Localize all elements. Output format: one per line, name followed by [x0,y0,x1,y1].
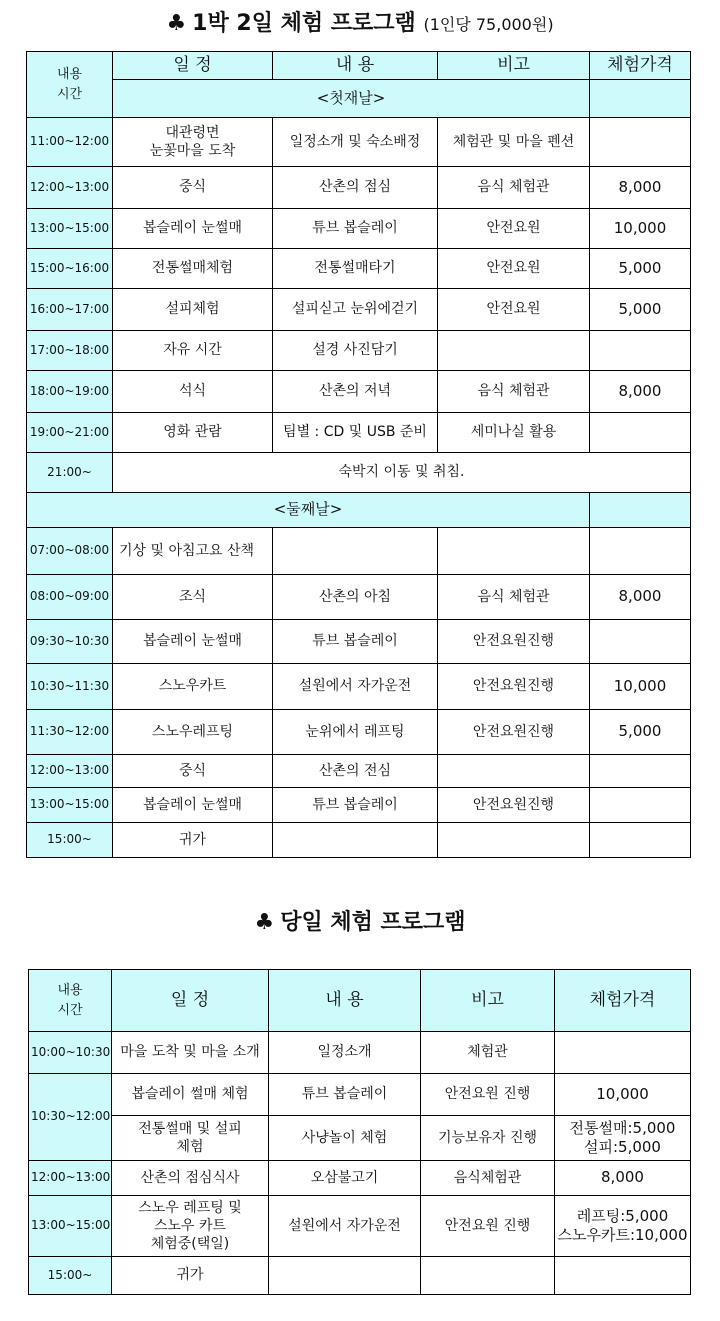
table-row [27,167,691,209]
note-cell: 안전요원 진행 [421,1074,555,1116]
note-cell [438,755,590,788]
price-cell: 5,000 [590,249,691,289]
schedule-cell: 전통썰매 및 설피 체험 [112,1116,269,1161]
table-row [27,209,691,249]
time-cell: 12:00~13:00 [27,167,113,209]
time-cell: 07:00~08:00 [27,528,113,575]
program1-title: 1박 2일 체험 프로그램 [192,11,416,36]
price-cell: 전통썰매:5,000 설피:5,000 [555,1116,691,1161]
time-cell: 15:00~ [27,823,113,858]
price-cell: 5,000 [590,710,691,755]
note-cell: 안전요원 [438,249,590,289]
price-cell [590,620,691,664]
content-cell: 설피싣고 눈위에걷기 [273,289,438,331]
content-cell: 산촌의 전심 [273,755,438,788]
time-cell: 12:00~13:00 [29,1161,112,1196]
schedule-cell: 영화 관람 [113,413,273,453]
time-cell: 16:00~17:00 [27,289,113,331]
note-cell: 음식 체험관 [438,167,590,209]
table-row [27,528,691,575]
table-row [27,413,691,453]
header-note: 비고 [421,970,555,1032]
price-cell [590,331,691,371]
price-cell: 레프팅:5,000 스노우카트:10,000 [555,1196,691,1257]
schedule-cell: 중식 [113,167,273,209]
schedule-cell: 조식 [113,575,273,620]
program1-table [26,51,691,858]
header-content: 내 용 [269,970,421,1032]
schedule-cell: 스노우 레프팅 및 스노우 카트 체험중(택일) [112,1196,269,1257]
price-cell [590,118,691,167]
price-cell: 8,000 [590,167,691,209]
header-price: 체험가격 [555,970,691,1032]
corner-label-content: 내용 [57,983,83,998]
time-cell: 11:30~12:00 [27,710,113,755]
table-row [29,1116,691,1161]
club-icon: ♣ [166,11,187,36]
table-row [27,823,691,858]
note-cell [438,331,590,371]
content-cell: 튜브 봅슬레이 [273,209,438,249]
table-row [27,371,691,413]
note-cell: 안전요원 [438,289,590,331]
table-row [27,331,691,371]
time-cell: 18:00~19:00 [27,371,113,413]
price-cell [555,1032,691,1074]
content-cell: 팀별 : CD 및 USB 준비 [273,413,438,453]
note-cell [438,528,590,575]
content-cell: 전통썰매타기 [273,249,438,289]
schedule-cell: 스노우카트 [113,664,273,710]
price-cell [590,823,691,858]
header-schedule: 일 정 [112,970,269,1032]
table-row [27,664,691,710]
note-cell: 안전요원진행 [438,664,590,710]
time-cell: 10:30~12:00 [29,1074,112,1161]
time-cell: 11:00~12:00 [27,118,113,167]
schedule-cell: 자유 시간 [113,331,273,371]
content-cell: 산촌의 점심 [273,167,438,209]
price-cell: 10,000 [590,664,691,710]
note-cell: 체험관 및 마을 펜션 [438,118,590,167]
schedule-cell: 대관령면 눈꽃마을 도착 [113,118,273,167]
schedule-cell: 봅슬레이 눈썰매 [113,620,273,664]
note-cell: 음식 체험관 [438,371,590,413]
program1-title-row [0,6,720,37]
day2-rows [27,528,691,858]
corner-label-time: 시간 [57,1002,83,1018]
note-cell: 안전요원진행 [438,620,590,664]
schedule-cell: 산촌의 점심식사 [112,1161,269,1196]
price-cell [590,755,691,788]
schedule-cell: 설피체험 [113,289,273,331]
content-cell: 설원에서 자가운전 [269,1196,421,1257]
program2-title-row [0,905,720,936]
price-cell [590,528,691,575]
price-cell: 10,000 [590,209,691,249]
content-cell: 일정소개 [269,1032,421,1074]
content-cell: 오삼불고기 [269,1161,421,1196]
header-schedule: 일 정 [113,52,273,80]
content-cell: 눈위에서 레프팅 [273,710,438,755]
schedule-cell: 스노우레프팅 [113,710,273,755]
table-row [29,1257,691,1295]
time-cell: 10:30~11:30 [27,664,113,710]
price-cell: 8,000 [590,371,691,413]
table-row [27,788,691,823]
note-cell: 안전요원진행 [438,788,590,823]
program2-rows [29,1032,691,1295]
content-cell: 설경 사진담기 [273,331,438,371]
table-row [27,249,691,289]
content-cell: 산촌의 아침 [273,575,438,620]
schedule-cell: 귀가 [113,823,273,858]
content-cell: 설원에서 자가운전 [273,664,438,710]
table-row [29,1074,691,1116]
time-cell: 15:00~16:00 [27,249,113,289]
content-cell [273,528,438,575]
table-row [27,289,691,331]
time-cell: 09:30~10:30 [27,620,113,664]
table-row [27,710,691,755]
schedule-cell: 봅슬레이 눈썰매 [113,209,273,249]
schedule-cell: 전통썰매체험 [113,249,273,289]
table-row [27,453,691,493]
table-row [27,620,691,664]
price-cell: 5,000 [590,289,691,331]
corner-label-content: 내용 [56,67,83,82]
price-cell [555,1257,691,1295]
content-cell: 튜브 봅슬레이 [269,1074,421,1116]
table-row [29,1032,691,1074]
header-content: 내 용 [273,52,438,80]
time-cell: 17:00~18:00 [27,331,113,371]
corner-label-time: 시간 [56,86,83,102]
price-cell: 8,000 [590,575,691,620]
time-cell: 12:00~13:00 [27,755,113,788]
time-cell: 15:00~ [29,1257,112,1295]
program2-table [28,969,691,1295]
table-corner-header [27,52,113,118]
table-row [29,1196,691,1257]
schedule-cell: 석식 [113,371,273,413]
time-cell: 10:00~10:30 [29,1032,112,1074]
schedule-cell: 봅슬레이 썰매 체험 [112,1074,269,1116]
schedule-cell: 중식 [113,755,273,788]
note-cell: 세미나실 활용 [438,413,590,453]
price-cell: 8,000 [555,1161,691,1196]
header-note: 비고 [438,52,590,80]
content-cell: 튜브 봅슬레이 [273,620,438,664]
price-cell [590,413,691,453]
program2-title: 당일 체험 프로그램 [280,910,466,935]
time-cell: 08:00~09:00 [27,575,113,620]
note-cell: 기능보유자 진행 [421,1116,555,1161]
time-cell: 13:00~15:00 [27,788,113,823]
content-cell: 산촌의 저녁 [273,371,438,413]
table-row [29,1161,691,1196]
note-cell: 안전요원진행 [438,710,590,755]
header-price: 체험가격 [590,52,691,80]
table-row [27,575,691,620]
content-cell [273,823,438,858]
time-cell: 13:00~15:00 [29,1196,112,1257]
schedule-cell: 봅슬레이 눈썰매 [113,788,273,823]
schedule-cell: 귀가 [112,1257,269,1295]
day1-label: <첫재날> [113,80,590,118]
program1-subtitle: (1인당 75,000원) [423,15,554,34]
content-cell: 사냥놀이 체험 [269,1116,421,1161]
schedule-cell: 기상 및 아침고요 산책 [113,528,273,575]
price-cell [590,788,691,823]
note-cell: 체험관 [421,1032,555,1074]
day1-price-cell [590,80,691,118]
schedule-cell: 마을 도착 및 마을 소개 [112,1032,269,1074]
note-cell [438,823,590,858]
note-cell: 음식 체험관 [438,575,590,620]
content-cell: 튜브 봅슬레이 [273,788,438,823]
note-cell: 음식체험관 [421,1161,555,1196]
merged-cell: 숙박지 이동 및 취침. [113,453,691,493]
note-cell: 안전요원 [438,209,590,249]
table-corner-header [29,970,112,1032]
note-cell [421,1257,555,1295]
time-cell: 13:00~15:00 [27,209,113,249]
day2-price-cell [590,493,691,528]
time-cell: 21:00~ [27,453,113,493]
content-cell [269,1257,421,1295]
note-cell: 안전요원 진행 [421,1196,555,1257]
table-row [27,118,691,167]
content-cell: 일정소개 및 숙소배정 [273,118,438,167]
table-row [27,755,691,788]
club-icon: ♣ [254,910,275,935]
time-cell: 19:00~21:00 [27,413,113,453]
day1-rows [27,118,691,453]
price-cell: 10,000 [555,1074,691,1116]
day2-label: <둘째날> [27,493,590,528]
